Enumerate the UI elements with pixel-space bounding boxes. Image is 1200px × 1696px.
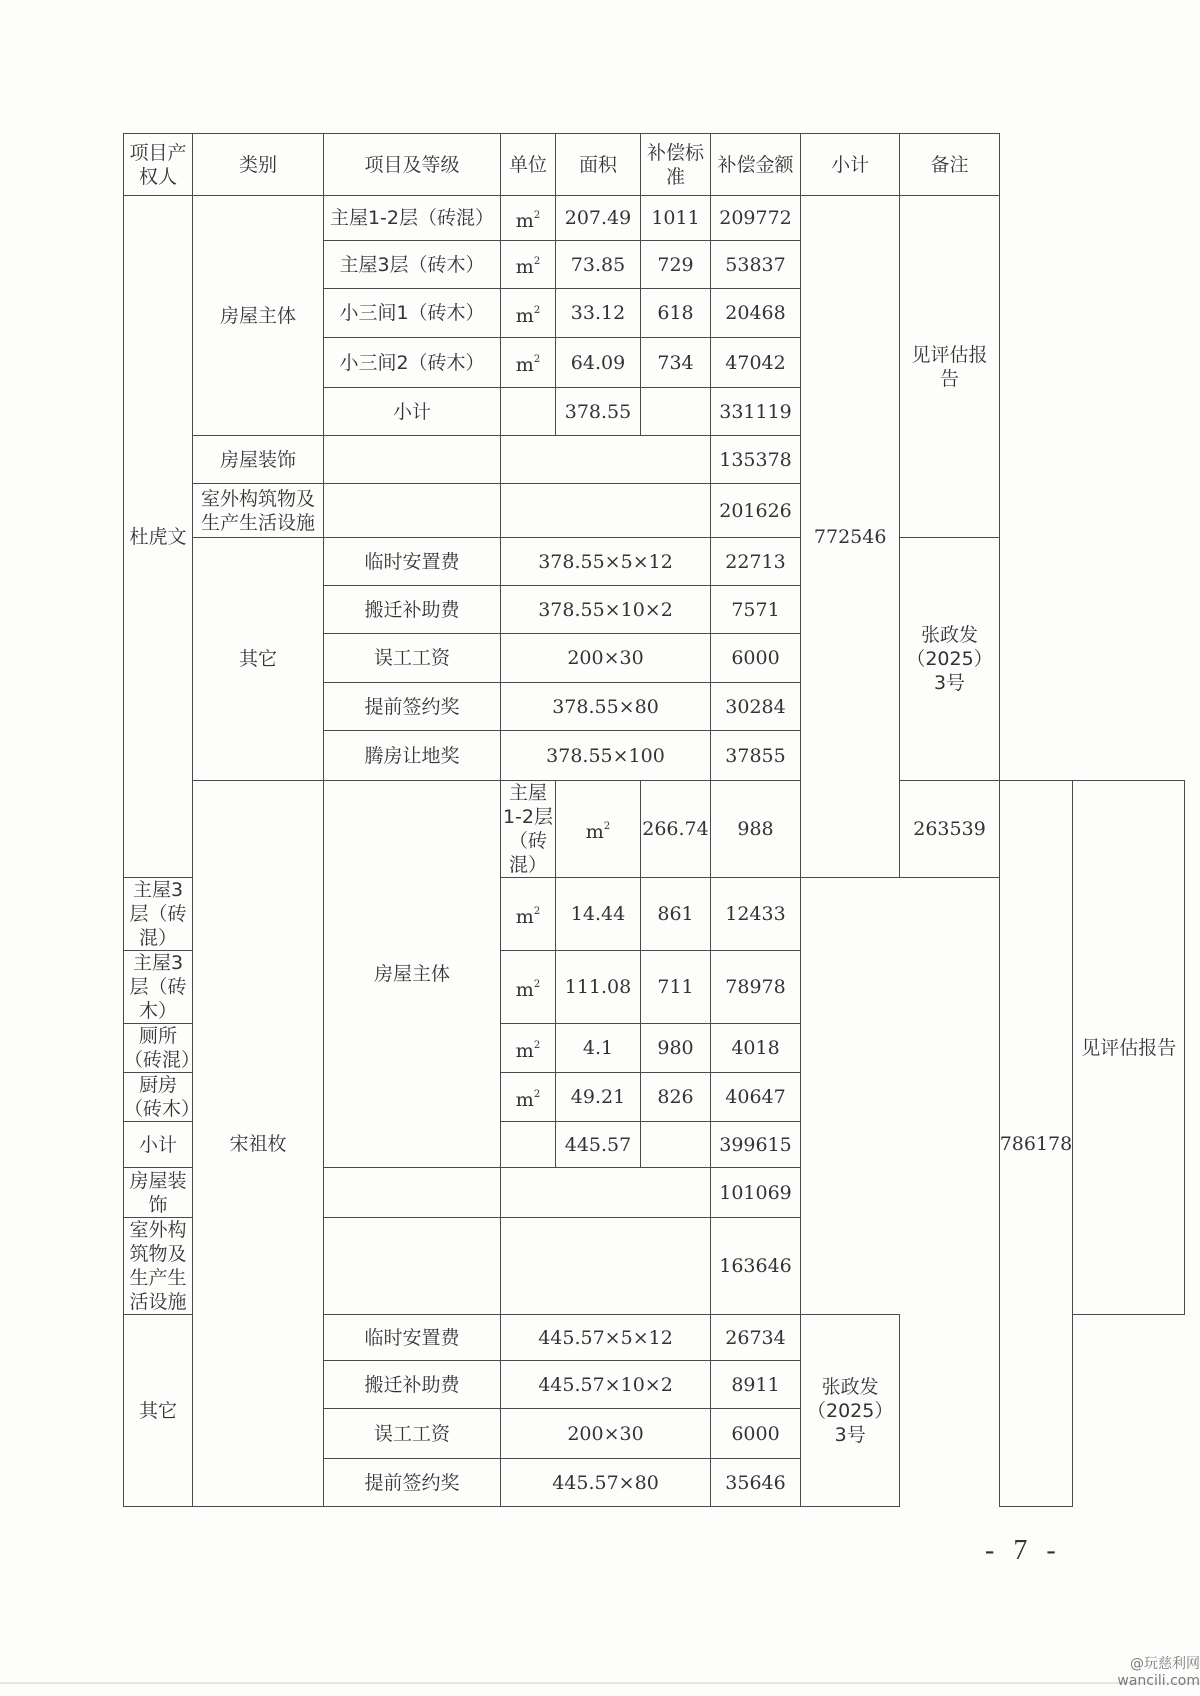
- category-cell: 室外构筑物及生产生活设施: [193, 484, 324, 538]
- subtotal-cell: 772546: [801, 196, 900, 878]
- unit-cell: $m^2$: [501, 196, 556, 241]
- area-cell: 49.21: [556, 1073, 641, 1122]
- item-cell: 小三间1（砖木）: [324, 289, 501, 338]
- empty-cell: [324, 1168, 501, 1218]
- table-row: [124, 538, 1185, 586]
- amount-cell: 78978: [711, 951, 801, 1024]
- amount-cell: 20468: [711, 289, 801, 338]
- item-cell: 误工工资: [324, 1409, 501, 1459]
- header-standard: 补偿标准: [641, 134, 711, 196]
- subtotal-label: 小计: [124, 1122, 193, 1168]
- amount-cell: 53837: [711, 241, 801, 289]
- area-cell: 445.57: [556, 1122, 641, 1168]
- item-cell: 临时安置费: [324, 538, 501, 586]
- formula-cell: 445.57×10×2: [501, 1361, 711, 1409]
- amount-cell: 135378: [711, 436, 801, 484]
- empty-cell: [324, 484, 501, 538]
- empty-cell: [501, 1122, 556, 1168]
- area-cell: 207.49: [556, 196, 641, 241]
- standard-cell: 980: [641, 1024, 711, 1073]
- category-cell: 房屋主体: [324, 781, 501, 1168]
- formula-cell: 378.55×10×2: [501, 586, 711, 634]
- amount-cell: 35646: [711, 1459, 801, 1507]
- amount-cell: 7571: [711, 586, 801, 634]
- empty-cell: [501, 388, 556, 436]
- category-cell: 房屋主体: [193, 196, 324, 436]
- area-cell: 73.85: [556, 241, 641, 289]
- decoration-row: [124, 436, 1185, 484]
- standard-cell: 729: [641, 241, 711, 289]
- unit-cell: $m^2$: [501, 878, 556, 951]
- empty-cell: [641, 388, 711, 436]
- area-cell: 111.08: [556, 951, 641, 1024]
- category-cell: 其它: [124, 1315, 193, 1507]
- header-subtotal: 小计: [801, 134, 900, 196]
- area-cell: 64.09: [556, 338, 641, 388]
- empty-cell: [501, 436, 711, 484]
- item-cell: 提前签约奖: [324, 1459, 501, 1507]
- remark-cell: 张政发（2025）3号: [801, 1315, 900, 1507]
- remark-cell: 见评估报告: [900, 196, 999, 538]
- area-cell: 14.44: [556, 878, 641, 951]
- standard-cell: 988: [711, 781, 801, 878]
- amount-cell: 26734: [711, 1315, 801, 1361]
- unit-cell: $m^2$: [556, 781, 641, 878]
- remark-cell: 见评估报告: [1073, 781, 1185, 1315]
- unit-cell: $m^2$: [501, 1073, 556, 1122]
- item-cell: 厕所（砖混）: [124, 1025, 201, 1071]
- header-area: 面积: [556, 134, 641, 196]
- category-cell: 其它: [193, 538, 324, 781]
- item-cell: 主屋3层（砖混）: [124, 878, 193, 951]
- item-cell: 小三间2（砖木）: [324, 338, 501, 388]
- amount-cell: 201626: [711, 484, 801, 538]
- unit-cell: $m^2$: [501, 338, 556, 388]
- amount-cell: 12433: [711, 878, 801, 951]
- amount-cell: 30284: [711, 683, 801, 731]
- empty-cell: [501, 484, 711, 538]
- header-amount: 补偿金额: [711, 134, 801, 196]
- formula-cell: 378.55×5×12: [501, 538, 711, 586]
- formula-cell: 200×30: [501, 1409, 711, 1459]
- watermark-line1: @玩慈利网: [1130, 1656, 1200, 1672]
- amount-cell: 209772: [711, 196, 801, 241]
- standard-cell: 826: [641, 1073, 711, 1122]
- standard-cell: 711: [641, 951, 711, 1024]
- category-cell: 房屋装饰: [193, 436, 324, 484]
- formula-cell: 378.55×100: [501, 731, 711, 781]
- header-remark: 备注: [900, 134, 999, 196]
- item-cell: 搬迁补助费: [324, 586, 501, 634]
- empty-cell: [501, 1168, 711, 1218]
- amount-cell: 4018: [711, 1024, 801, 1073]
- amount-cell: 163646: [711, 1218, 801, 1315]
- amount-cell: 6000: [711, 1409, 801, 1459]
- empty-cell: [324, 1218, 501, 1315]
- standard-cell: 1011: [641, 196, 711, 241]
- item-cell: 主屋3层（砖木）: [124, 951, 193, 1024]
- formula-cell: 378.55×80: [501, 683, 711, 731]
- item-cell: 腾房让地奖: [324, 731, 501, 781]
- area-cell: 33.12: [556, 289, 641, 338]
- amount-cell: 101069: [711, 1168, 801, 1218]
- amount-cell: 331119: [711, 388, 801, 436]
- formula-cell: 445.57×5×12: [501, 1315, 711, 1361]
- amount-cell: 8911: [711, 1361, 801, 1409]
- owner-cell: 杜虎文: [124, 196, 193, 878]
- item-cell: 搬迁补助费: [324, 1361, 501, 1409]
- unit-cell: $m^2$: [501, 1024, 556, 1073]
- formula-cell: 200×30: [501, 634, 711, 683]
- empty-cell: [501, 1218, 711, 1315]
- amount-cell: 47042: [711, 338, 801, 388]
- unit-cell: $m^2$: [501, 241, 556, 289]
- page-number: - 7 -: [985, 1535, 1062, 1566]
- item-cell: 主屋3层（砖木）: [324, 241, 501, 289]
- amount-cell: 399615: [711, 1122, 801, 1168]
- unit-cell: $m^2$: [501, 289, 556, 338]
- item-cell: 临时安置费: [324, 1315, 501, 1361]
- category-cell: 房屋装饰: [124, 1168, 193, 1218]
- amount-cell: 37855: [711, 731, 801, 781]
- item-cell: 提前签约奖: [324, 683, 501, 731]
- header-owner: 项目产权人: [124, 134, 193, 196]
- compensation-table: [123, 133, 1185, 1507]
- standard-cell: 618: [641, 289, 711, 338]
- amount-cell: 40647: [711, 1073, 801, 1122]
- subtotal-label: 小计: [324, 388, 501, 436]
- table-row: [124, 196, 1185, 241]
- unit-cell: $m^2$: [501, 951, 556, 1024]
- item-cell: 厨房（砖木）: [124, 1074, 201, 1120]
- subtotal-cell: 786178: [999, 781, 1073, 1507]
- table-row: [124, 781, 1185, 878]
- header-unit: 单位: [501, 134, 556, 196]
- item-cell: 主屋1-2层（砖混）: [324, 196, 501, 241]
- category-cell: 室外构筑物及生产生活设施: [124, 1218, 193, 1315]
- standard-cell: 734: [641, 338, 711, 388]
- formula-cell: 445.57×80: [501, 1459, 711, 1507]
- area-cell: 378.55: [556, 388, 641, 436]
- header-item: 项目及等级: [324, 134, 501, 196]
- outdoor-row: [124, 484, 1185, 538]
- amount-cell: 263539: [900, 781, 999, 878]
- footer-divider: [0, 1682, 1200, 1684]
- watermark: [1102, 1656, 1200, 1690]
- area-cell: 4.1: [556, 1024, 641, 1073]
- header-row: [124, 134, 1185, 196]
- amount-cell: 22713: [711, 538, 801, 586]
- item-cell: 误工工资: [324, 634, 501, 683]
- owner-cell: 宋祖枚: [193, 781, 324, 1507]
- watermark-line2: wancili.com: [1117, 1673, 1200, 1689]
- remark-cell: 张政发（2025）3号: [900, 538, 999, 781]
- area-cell: 266.74: [641, 781, 711, 878]
- item-cell: 主屋1-2层（砖混）: [501, 781, 556, 878]
- amount-cell: 6000: [711, 634, 801, 683]
- header-category: 类别: [193, 134, 324, 196]
- standard-cell: 861: [641, 878, 711, 951]
- empty-cell: [641, 1122, 711, 1168]
- empty-cell: [324, 436, 501, 484]
